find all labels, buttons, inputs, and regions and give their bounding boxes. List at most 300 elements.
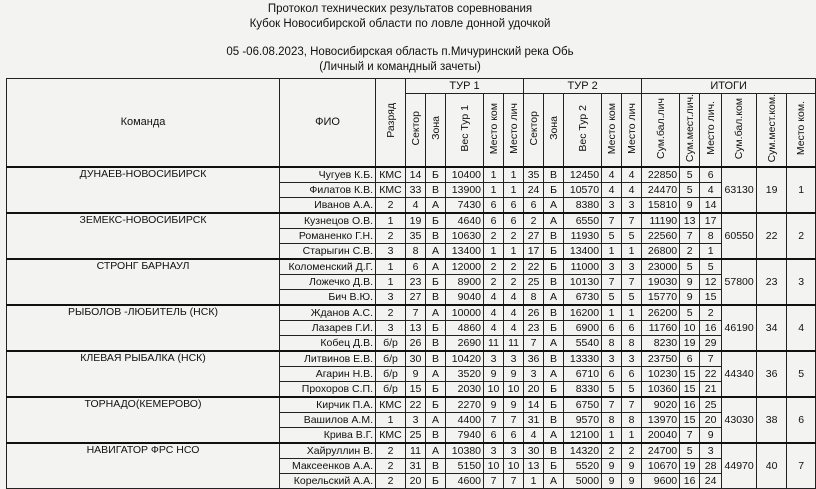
zone-2: В bbox=[544, 167, 564, 183]
zone-2: Б bbox=[544, 397, 564, 413]
weight-2: 6900 bbox=[564, 321, 602, 336]
zone-2: Б bbox=[544, 459, 564, 474]
place-team-1: 7 bbox=[484, 413, 504, 428]
sum-places: 5 bbox=[680, 183, 700, 198]
team-place: 4 bbox=[787, 305, 816, 351]
zone-1: В bbox=[426, 336, 446, 352]
zone-2: Б bbox=[544, 382, 564, 398]
sector-1: 27 bbox=[406, 290, 426, 306]
place-pers-2: 3 bbox=[622, 351, 642, 367]
place-pers-total: 25 bbox=[700, 397, 722, 413]
place-pers-total: 24 bbox=[700, 474, 722, 489]
place-pers-total: 5 bbox=[700, 259, 722, 275]
team-name: РЫБОЛОВ -ЛЮБИТЕЛЬ (НСК) bbox=[7, 305, 280, 351]
team-sum-pts: 44970 bbox=[722, 443, 757, 489]
weight-1: 10000 bbox=[446, 305, 484, 321]
sum-places: 15 bbox=[680, 382, 700, 398]
place-pers-1: 6 bbox=[504, 198, 524, 214]
col-weight-2: Вес Тур 2 bbox=[564, 94, 602, 168]
col-place-team-total: Место ком. bbox=[787, 94, 816, 168]
member-rank: 3 bbox=[376, 290, 406, 306]
place-team-2: 7 bbox=[602, 397, 622, 413]
sector-2: 36 bbox=[524, 351, 544, 367]
place-pers-1: 10 bbox=[504, 382, 524, 398]
sum-places: 16 bbox=[680, 474, 700, 489]
place-pers-total: 4 bbox=[700, 183, 722, 198]
place-pers-total: 22 bbox=[700, 367, 722, 382]
zone-2: А bbox=[544, 290, 564, 306]
place-pers-1: 2 bbox=[504, 275, 524, 290]
place-team-2: 8 bbox=[602, 336, 622, 352]
weight-2: 6550 bbox=[564, 213, 602, 229]
sum-places: 7 bbox=[680, 428, 700, 444]
zone-1: Б bbox=[426, 167, 446, 183]
member-rank: 2 bbox=[376, 198, 406, 214]
place-team-2: 3 bbox=[602, 351, 622, 367]
team-place: 3 bbox=[787, 259, 816, 305]
col-rank: Разряд bbox=[376, 79, 406, 168]
sum-pts: 10230 bbox=[642, 367, 680, 382]
member-fio: Максеенков А.А. bbox=[280, 459, 376, 474]
place-team-2: 4 bbox=[602, 183, 622, 198]
col-tour1: ТУР 1 bbox=[406, 79, 524, 94]
zone-1: В bbox=[426, 290, 446, 306]
sector-2: 14 bbox=[524, 397, 544, 413]
place-team-2: 7 bbox=[602, 275, 622, 290]
member-fio: Жданов А.С. bbox=[280, 305, 376, 321]
col-zone-2: Зона bbox=[544, 94, 564, 168]
member-fio: Иванов А.А. bbox=[280, 198, 376, 214]
weight-2: 13330 bbox=[564, 351, 602, 367]
place-team-2: 5 bbox=[602, 290, 622, 306]
place-pers-total: 28 bbox=[700, 459, 722, 474]
place-pers-total: 29 bbox=[700, 336, 722, 352]
place-pers-total: 7 bbox=[700, 351, 722, 367]
col-sum-team-places: Сум.мест.ком. bbox=[757, 94, 787, 168]
sum-places: 9 bbox=[680, 290, 700, 306]
zone-1: Б bbox=[426, 275, 446, 290]
zone-2: А bbox=[544, 367, 564, 382]
place-pers-1: 2 bbox=[504, 229, 524, 244]
place-pers-2: 1 bbox=[622, 305, 642, 321]
place-team-1: 10 bbox=[484, 459, 504, 474]
sum-pts: 20040 bbox=[642, 428, 680, 444]
team-name: ЗЕМЕКС-НОВОСИБИРСК bbox=[7, 213, 280, 259]
place-pers-total: 14 bbox=[700, 198, 722, 214]
event-date-place: 05 -06.08.2023, Новосибирская область п.Мичуринский река Обь bbox=[226, 46, 574, 58]
weight-1: 12000 bbox=[446, 259, 484, 275]
zone-1: Б bbox=[426, 474, 446, 489]
zone-2: В bbox=[544, 275, 564, 290]
table-row bbox=[7, 213, 816, 229]
results-table bbox=[6, 78, 816, 489]
member-rank: КМС bbox=[376, 167, 406, 183]
sector-2: 17 bbox=[524, 244, 544, 260]
sum-places: 9 bbox=[680, 198, 700, 214]
sum-pts: 13970 bbox=[642, 413, 680, 428]
member-rank: 2 bbox=[376, 443, 406, 459]
zone-1: Б bbox=[426, 213, 446, 229]
weight-1: 5150 bbox=[446, 459, 484, 474]
weight-1: 3520 bbox=[446, 367, 484, 382]
weight-2: 6710 bbox=[564, 367, 602, 382]
zone-1: В bbox=[426, 229, 446, 244]
weight-1: 10400 bbox=[446, 167, 484, 183]
place-team-2: 8 bbox=[602, 413, 622, 428]
sector-1: 6 bbox=[406, 259, 426, 275]
member-fio: Чугуев К.Б. bbox=[280, 167, 376, 183]
place-pers-2: 3 bbox=[622, 198, 642, 214]
sum-pts: 26200 bbox=[642, 305, 680, 321]
zone-1: А bbox=[426, 259, 446, 275]
col-team: Команда bbox=[7, 79, 280, 168]
member-fio: Бич В.Ю. bbox=[280, 290, 376, 306]
place-team-1: 1 bbox=[484, 183, 504, 198]
col-place-pers-2: Место лич bbox=[622, 94, 642, 168]
weight-2: 12450 bbox=[564, 167, 602, 183]
place-pers-2: 9 bbox=[622, 474, 642, 489]
place-team-2: 6 bbox=[602, 321, 622, 336]
sum-pts: 22850 bbox=[642, 167, 680, 183]
place-pers-2: 2 bbox=[622, 443, 642, 459]
place-team-1: 2 bbox=[484, 229, 504, 244]
document-header bbox=[0, 0, 800, 75]
team-sum-places: 38 bbox=[757, 397, 787, 443]
weight-1: 10420 bbox=[446, 351, 484, 367]
sector-1: 14 bbox=[406, 167, 426, 183]
team-sum-pts: 57800 bbox=[722, 259, 757, 305]
zone-1: А bbox=[426, 198, 446, 214]
place-team-2: 3 bbox=[602, 259, 622, 275]
place-pers-1: 6 bbox=[504, 428, 524, 444]
member-fio: Лазарев Г.И. bbox=[280, 321, 376, 336]
place-team-1: 9 bbox=[484, 397, 504, 413]
place-team-1: 6 bbox=[484, 213, 504, 229]
weight-2: 10130 bbox=[564, 275, 602, 290]
col-zone-1: Зона bbox=[426, 94, 446, 168]
weight-2: 8330 bbox=[564, 382, 602, 398]
sector-1: 15 bbox=[406, 382, 426, 398]
col-fio: ФИО bbox=[280, 79, 376, 168]
zone-2: Б bbox=[544, 259, 564, 275]
sector-2: 24 bbox=[524, 183, 544, 198]
sum-places: 13 bbox=[680, 213, 700, 229]
place-pers-2: 7 bbox=[622, 397, 642, 413]
place-team-2: 5 bbox=[602, 382, 622, 398]
sector-1: 11 bbox=[406, 443, 426, 459]
place-team-2: 1 bbox=[602, 244, 622, 260]
sector-1: 20 bbox=[406, 474, 426, 489]
team-sum-pts: 44340 bbox=[722, 351, 757, 397]
member-rank: 3 bbox=[376, 321, 406, 336]
sector-2: 8 bbox=[524, 290, 544, 306]
sector-1: 22 bbox=[406, 397, 426, 413]
place-team-2: 9 bbox=[602, 474, 622, 489]
team-name: КЛЕВАЯ РЫБАЛКА (НСК) bbox=[7, 351, 280, 397]
weight-1: 4640 bbox=[446, 213, 484, 229]
col-place-team-1: Место ком bbox=[484, 94, 504, 168]
table-row bbox=[7, 259, 816, 275]
member-fio: Кузнецов О.В. bbox=[280, 213, 376, 229]
sum-places: 10 bbox=[680, 321, 700, 336]
team-sum-places: 23 bbox=[757, 259, 787, 305]
team-sum-pts: 43030 bbox=[722, 397, 757, 443]
place-team-2: 1 bbox=[602, 305, 622, 321]
sector-2: 13 bbox=[524, 459, 544, 474]
place-pers-1: 7 bbox=[504, 474, 524, 489]
zone-1: А bbox=[426, 443, 446, 459]
place-pers-total: 1 bbox=[700, 244, 722, 260]
team-place: 1 bbox=[787, 167, 816, 213]
place-team-1: 6 bbox=[484, 428, 504, 444]
member-fio: Прохоров С.П. bbox=[280, 382, 376, 398]
zone-2: Б bbox=[544, 321, 564, 336]
place-team-1: 6 bbox=[484, 198, 504, 214]
sector-1: 8 bbox=[406, 244, 426, 260]
col-weight-1: Вес Тур 1 bbox=[446, 94, 484, 168]
sector-2: 1 bbox=[524, 474, 544, 489]
place-pers-total: 8 bbox=[700, 229, 722, 244]
sum-places: 2 bbox=[680, 244, 700, 260]
place-pers-2: 4 bbox=[622, 183, 642, 198]
team-sum-places: 19 bbox=[757, 167, 787, 213]
member-fio: Корельский А.А. bbox=[280, 474, 376, 489]
place-pers-total: 9 bbox=[700, 428, 722, 444]
place-pers-2: 1 bbox=[622, 244, 642, 260]
zone-1: А bbox=[426, 305, 446, 321]
weight-2: 5520 bbox=[564, 459, 602, 474]
weight-2: 5540 bbox=[564, 336, 602, 352]
sector-2: 6 bbox=[524, 198, 544, 214]
place-pers-2: 3 bbox=[622, 259, 642, 275]
sum-places: 5 bbox=[680, 259, 700, 275]
place-team-2: 2 bbox=[602, 443, 622, 459]
place-pers-total: 21 bbox=[700, 382, 722, 398]
table-row bbox=[7, 305, 816, 321]
team-name: НАВИГАТОР ФРС НСО bbox=[7, 443, 280, 489]
sector-2: 26 bbox=[524, 305, 544, 321]
place-pers-2: 5 bbox=[622, 382, 642, 398]
member-fio: Кобец Д.В. bbox=[280, 336, 376, 352]
place-team-1: 1 bbox=[484, 167, 504, 183]
sector-1: 13 bbox=[406, 321, 426, 336]
weight-2: 13400 bbox=[564, 244, 602, 260]
sector-1: 19 bbox=[406, 213, 426, 229]
team-sum-places: 36 bbox=[757, 351, 787, 397]
sector-1: 33 bbox=[406, 183, 426, 198]
place-team-2: 5 bbox=[602, 229, 622, 244]
zone-2: Б bbox=[544, 244, 564, 260]
weight-2: 12100 bbox=[564, 428, 602, 444]
place-pers-2: 1 bbox=[622, 428, 642, 444]
col-sector-2: Сектор bbox=[524, 94, 544, 168]
sum-pts: 19030 bbox=[642, 275, 680, 290]
col-totals: ИТОГИ bbox=[642, 79, 816, 94]
weight-1: 13900 bbox=[446, 183, 484, 198]
place-pers-1: 2 bbox=[504, 259, 524, 275]
place-team-1: 4 bbox=[484, 321, 504, 336]
sum-pts: 8230 bbox=[642, 336, 680, 352]
sector-2: 27 bbox=[524, 229, 544, 244]
sum-places: 5 bbox=[680, 167, 700, 183]
table-row bbox=[7, 443, 816, 459]
team-place: 2 bbox=[787, 213, 816, 259]
zone-2: В bbox=[544, 229, 564, 244]
place-pers-1: 1 bbox=[504, 167, 524, 183]
zone-2: В bbox=[544, 413, 564, 428]
place-pers-2: 7 bbox=[622, 275, 642, 290]
zone-2: А bbox=[544, 428, 564, 444]
sector-2: 31 bbox=[524, 413, 544, 428]
member-rank: б/р bbox=[376, 367, 406, 382]
col-tour2: ТУР 2 bbox=[524, 79, 642, 94]
zone-2: В bbox=[544, 305, 564, 321]
sum-pts: 10360 bbox=[642, 382, 680, 398]
weight-2: 5000 bbox=[564, 474, 602, 489]
sum-pts: 11190 bbox=[642, 213, 680, 229]
member-fio: Филатов К.В. bbox=[280, 183, 376, 198]
member-rank: КМС bbox=[376, 428, 406, 444]
place-pers-total: 12 bbox=[700, 275, 722, 290]
sector-2: 4 bbox=[524, 428, 544, 444]
member-rank: КМС bbox=[376, 397, 406, 413]
weight-1: 7940 bbox=[446, 428, 484, 444]
team-place: 7 bbox=[787, 443, 816, 489]
member-fio: Коломенский Д.Г. bbox=[280, 259, 376, 275]
place-team-1: 4 bbox=[484, 290, 504, 306]
sector-2: 7 bbox=[524, 336, 544, 352]
zone-2: А bbox=[544, 336, 564, 352]
place-pers-1: 3 bbox=[504, 351, 524, 367]
col-sum-pts: Сум.бал.лич bbox=[642, 94, 680, 168]
weight-1: 7430 bbox=[446, 198, 484, 214]
sum-places: 15 bbox=[680, 367, 700, 382]
place-team-2: 4 bbox=[602, 167, 622, 183]
member-rank: КМС bbox=[376, 183, 406, 198]
team-sum-pts: 63130 bbox=[722, 167, 757, 213]
weight-1: 2030 bbox=[446, 382, 484, 398]
place-pers-1: 6 bbox=[504, 213, 524, 229]
zone-2: А bbox=[544, 474, 564, 489]
sum-places: 5 bbox=[680, 305, 700, 321]
place-team-1: 4 bbox=[484, 305, 504, 321]
place-pers-1: 4 bbox=[504, 321, 524, 336]
place-team-1: 9 bbox=[484, 367, 504, 382]
zone-2: Б bbox=[544, 183, 564, 198]
weight-1: 2270 bbox=[446, 397, 484, 413]
weight-2: 8380 bbox=[564, 198, 602, 214]
weight-1: 4600 bbox=[446, 474, 484, 489]
results-body bbox=[7, 167, 816, 489]
sector-1: 23 bbox=[406, 275, 426, 290]
zone-1: В bbox=[426, 183, 446, 198]
sum-pts: 22560 bbox=[642, 229, 680, 244]
zone-1: Б bbox=[426, 321, 446, 336]
sum-pts: 23750 bbox=[642, 351, 680, 367]
team-name: СТРОНГ БАРНАУЛ bbox=[7, 259, 280, 305]
place-pers-total: 15 bbox=[700, 290, 722, 306]
team-place: 5 bbox=[787, 351, 816, 397]
place-pers-2: 5 bbox=[622, 229, 642, 244]
place-pers-1: 4 bbox=[504, 290, 524, 306]
member-rank: 2 bbox=[376, 474, 406, 489]
zone-1: А bbox=[426, 244, 446, 260]
place-pers-2: 8 bbox=[622, 336, 642, 352]
weight-1: 4860 bbox=[446, 321, 484, 336]
member-rank: 1 bbox=[376, 413, 406, 428]
place-pers-total: 17 bbox=[700, 213, 722, 229]
member-fio: Вашилов А.М. bbox=[280, 413, 376, 428]
place-pers-total: 20 bbox=[700, 413, 722, 428]
weight-2: 9570 bbox=[564, 413, 602, 428]
sector-2: 23 bbox=[524, 321, 544, 336]
weight-1: 4400 bbox=[446, 413, 484, 428]
col-sector-1: Сектор bbox=[406, 94, 426, 168]
member-rank: 1 bbox=[376, 213, 406, 229]
place-team-1: 2 bbox=[484, 259, 504, 275]
place-pers-2: 5 bbox=[622, 290, 642, 306]
team-sum-pts: 46190 bbox=[722, 305, 757, 351]
col-sum-team-pts: Сум.бал.ком bbox=[722, 94, 757, 168]
team-sum-pts: 60550 bbox=[722, 213, 757, 259]
team-sum-places: 34 bbox=[757, 305, 787, 351]
sector-1: 4 bbox=[406, 198, 426, 214]
zone-1: В bbox=[426, 428, 446, 444]
place-pers-total: 6 bbox=[700, 167, 722, 183]
place-pers-2: 6 bbox=[622, 321, 642, 336]
place-team-2: 6 bbox=[602, 367, 622, 382]
weight-2: 11930 bbox=[564, 229, 602, 244]
sum-places: 19 bbox=[680, 336, 700, 352]
zone-1: А bbox=[426, 413, 446, 428]
member-rank: 2 bbox=[376, 305, 406, 321]
member-fio: Литвинов Е.В. bbox=[280, 351, 376, 367]
member-rank: 2 bbox=[376, 229, 406, 244]
table-row bbox=[7, 351, 816, 367]
place-pers-1: 9 bbox=[504, 397, 524, 413]
sector-1: 26 bbox=[406, 336, 426, 352]
zone-2: А bbox=[544, 213, 564, 229]
member-fio: Романенко Г.Н. bbox=[280, 229, 376, 244]
sector-1: 25 bbox=[406, 428, 426, 444]
sum-pts: 23000 bbox=[642, 259, 680, 275]
table-row bbox=[7, 397, 816, 413]
title-line-1: Протокол технических результатов соревнования bbox=[267, 3, 533, 15]
sum-places: 15 bbox=[680, 413, 700, 428]
team-sum-places: 40 bbox=[757, 443, 787, 489]
member-fio: Агарин Н.В. bbox=[280, 367, 376, 382]
sum-pts: 10670 bbox=[642, 459, 680, 474]
place-team-1: 2 bbox=[484, 275, 504, 290]
place-team-2: 9 bbox=[602, 459, 622, 474]
weight-2: 14320 bbox=[564, 443, 602, 459]
member-fio: Хайруллин В. bbox=[280, 443, 376, 459]
place-pers-1: 9 bbox=[504, 367, 524, 382]
zone-2: В bbox=[544, 351, 564, 367]
place-pers-1: 11 bbox=[504, 336, 524, 352]
member-fio: Старыгин С.В. bbox=[280, 244, 376, 260]
zone-1: Б bbox=[426, 382, 446, 398]
weight-1: 13400 bbox=[446, 244, 484, 260]
member-rank: б/р bbox=[376, 336, 406, 352]
zone-1: Б bbox=[426, 397, 446, 413]
sum-places: 5 bbox=[680, 443, 700, 459]
place-team-1: 11 bbox=[484, 336, 504, 352]
sector-1: 9 bbox=[406, 367, 426, 382]
place-pers-2: 4 bbox=[622, 167, 642, 183]
team-place: 6 bbox=[787, 397, 816, 443]
sector-2: 30 bbox=[524, 443, 544, 459]
